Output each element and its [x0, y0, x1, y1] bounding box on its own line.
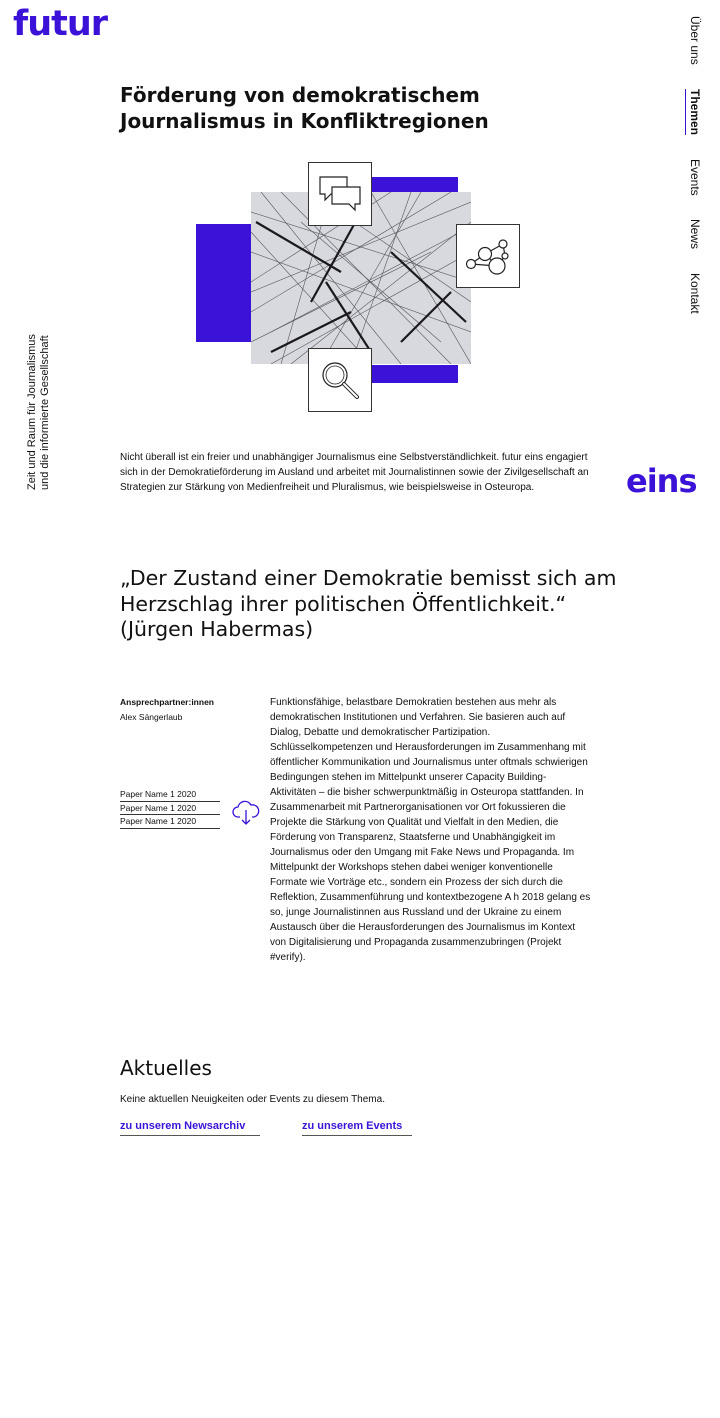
- paper-list: [120, 788, 220, 829]
- body-text: Funktionsfähige, belastbare Demokratien bestehen aus mehr als demokratischen Institutionen und Verfahren. Sie basieren auch auf Dialog, Debatte und demokratischer Partizipation. Schlüsselkompetenzen und Herausforderungen im Zusammenhang mit öffentlicher Kommunikation und Journalismus unter oftmals schwierigen Bedingungen stehen im Mittelpunkt unserer Capacity Building-Aktivitäten – die bisher schwerpunktmäßig in Osteuropa stattfanden. In Zusammenarbeit mit Partnerorganisationen vor Ort fokussieren die Projekte die Stärkung von Qualität und Vielfalt in den Medien, die Förderung von Transparenz, Staatsferne und Unabhängigkeit im Journalismus oder den Umgang mit Fake News und Propaganda. Im Mittelpunkt der Workshops stehen dabei weniger konventionelle Formate wie Vorträge etc., sondern ein Prozess der sich durch die Reflektion, Zusammenführung und kontextbezogene A h 2018 gelang es so, junge Journalistinnen aus Russland und der Ukraine zu einem Austausch über die Herausforderungen des Journalismus im Kontext von Digitalisierung und Propaganda zusammenzubringen (Projekt #verify).: [270, 697, 591, 963]
- nav-item-ueber-uns[interactable]: Über uns: [688, 16, 702, 65]
- habermas-quote: „Der Zustand einer Demokratie bemisst sich am Herzschlag ihrer politischen Öffentlichkeit.“ (Jürgen Habermas): [120, 566, 617, 641]
- cloud-download-icon[interactable]: [232, 800, 260, 826]
- top-navigation: [685, 16, 702, 338]
- chat-icon-box: [308, 162, 372, 226]
- contact-label: Ansprechpartner:innen: [120, 697, 214, 707]
- search-icon-box: [308, 348, 372, 412]
- network-icon: [463, 234, 513, 278]
- events-link[interactable]: zu unserem Events: [302, 1120, 412, 1136]
- accent-bar-top: [372, 177, 458, 193]
- paper-link[interactable]: Paper Name 1 2020: [120, 815, 220, 829]
- tagline-line-2: und die informierte Gesellschaft: [39, 335, 51, 490]
- nav-item-news[interactable]: News: [688, 219, 702, 250]
- intro-text: Nicht überall ist ein freier und unabhängiger Journalismus eine Selbstverständlichkeit. futur eins engagiert sich in der Demokratieförderung im Ausland und arbeitet mit Journalistinnen sowie der Zivilgesellschaft an Strategien zur Stärkung von Medienfreiheit und Pluralismus, wie beispielsweise in Osteuropa.: [120, 452, 589, 494]
- tagline-line-1: Zeit und Raum für Journalismus: [26, 334, 38, 490]
- nav-item-kontakt[interactable]: Kontakt: [688, 273, 702, 315]
- hero-illustration: [196, 160, 526, 420]
- contact-name: Alex Sängerlaub: [120, 712, 183, 722]
- side-tagline: [26, 330, 52, 490]
- newsarchive-link[interactable]: zu unserem Newsarchiv: [120, 1120, 260, 1136]
- no-news-text: Keine aktuellen Neuigkeiten oder Events zu diesem Thema.: [120, 1094, 385, 1105]
- network-icon-box: [456, 224, 520, 288]
- news-section-title: Aktuelles: [120, 1056, 212, 1080]
- logo-eins[interactable]: eins: [626, 462, 697, 500]
- accent-bar-bottom: [372, 365, 458, 383]
- paper-link[interactable]: Paper Name 1 2020: [120, 788, 220, 802]
- nav-item-themen[interactable]: Themen: [685, 89, 702, 135]
- paper-link[interactable]: Paper Name 1 2020: [120, 802, 220, 816]
- logo-futur[interactable]: futur: [13, 4, 108, 44]
- nav-item-events[interactable]: Events: [688, 158, 702, 196]
- accent-bar-left: [196, 224, 252, 342]
- magnifier-icon: [317, 357, 363, 403]
- page-title: Förderung von demokratischem Journalismus in Konfliktregionen: [120, 83, 489, 133]
- chat-icon: [317, 174, 363, 214]
